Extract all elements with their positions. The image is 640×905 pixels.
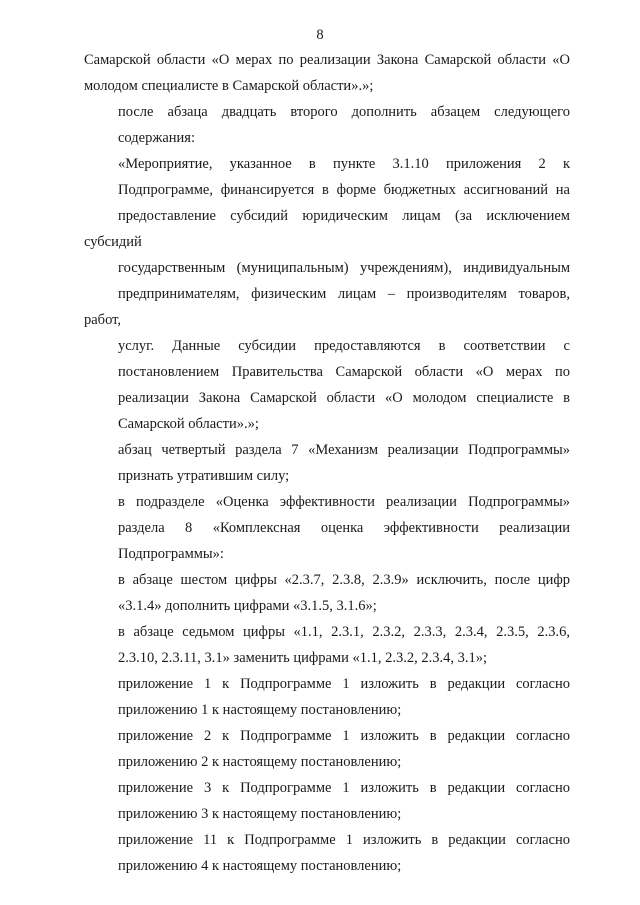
text-line: в подразделе «Оценка эффективности реализации Подпрограммы» bbox=[118, 494, 570, 510]
text-line: «3.1.4» дополнить цифрами «3.1.5, 3.1.6»; bbox=[118, 598, 377, 614]
text-line: абзац четвертый раздела 7 «Механизм реализации Подпрограммы» bbox=[118, 442, 570, 458]
text-line: услуг. Данные субсидии предоставляются в соответствии с bbox=[118, 338, 570, 354]
text-line: Самарской области «О мерах по реализации Закона Самарской области «О bbox=[84, 52, 570, 68]
page-number: 8 bbox=[316, 27, 324, 43]
paragraph bbox=[84, 619, 570, 671]
paragraph bbox=[84, 437, 570, 489]
paragraph bbox=[84, 671, 570, 723]
paragraph bbox=[84, 567, 570, 619]
text-line: государственным (муниципальным) учреждениям), индивидуальным bbox=[118, 260, 570, 276]
text-line: реализации Закона Самарской области «О молодом специалисте в bbox=[118, 390, 570, 406]
paragraph bbox=[84, 99, 570, 151]
text-line: предпринимателям, физическим лицам – производителям товаров, работ, bbox=[84, 286, 570, 328]
text-line: «Мероприятие, указанное в пункте 3.1.10 приложения 2 к bbox=[118, 156, 570, 172]
text-line: приложению 3 к настоящему постановлению; bbox=[118, 806, 402, 822]
text-line: приложению 4 к настоящему постановлению; bbox=[118, 858, 402, 874]
text-line: Подпрограммы»: bbox=[118, 546, 224, 562]
text-line: раздела 8 «Комплексная оценка эффективности реализации bbox=[118, 520, 570, 536]
text-line: предоставление субсидий юридическим лицам (за исключением субсидий bbox=[84, 208, 570, 250]
paragraph bbox=[84, 723, 570, 775]
text-line: 2.3.10, 2.3.11, 3.1» заменить цифрами «1.1, 2.3.2, 2.3.4, 3.1»; bbox=[118, 650, 488, 666]
text-line: постановлением Правительства Самарской области «О мерах по bbox=[118, 364, 570, 380]
document-body bbox=[84, 47, 570, 879]
text-line: приложение 11 к Подпрограмме 1 изложить в редакции согласно bbox=[118, 832, 570, 848]
text-line: признать утратившим силу; bbox=[118, 468, 290, 484]
text-line: приложению 2 к настоящему постановлению; bbox=[118, 754, 402, 770]
text-line: приложение 1 к Подпрограмме 1 изложить в редакции согласно bbox=[118, 676, 570, 692]
text-line: Подпрограмме, финансируется в форме бюджетных ассигнований на bbox=[118, 182, 570, 198]
paragraph bbox=[84, 151, 570, 437]
text-line: приложение 2 к Подпрограмме 1 изложить в редакции согласно bbox=[118, 728, 570, 744]
text-line: в абзаце седьмом цифры «1.1, 2.3.1, 2.3.2, 2.3.3, 2.3.4, 2.3.5, 2.3.6, bbox=[118, 624, 570, 640]
text-line: после абзаца двадцать второго дополнить абзацем следующего bbox=[118, 104, 570, 120]
paragraph bbox=[84, 489, 570, 567]
paragraph bbox=[84, 775, 570, 827]
text-line: в абзаце шестом цифры «2.3.7, 2.3.8, 2.3.9» исключить, после цифр bbox=[118, 572, 570, 588]
text-line: приложению 1 к настоящему постановлению; bbox=[118, 702, 402, 718]
paragraph bbox=[84, 827, 570, 879]
text-line: Самарской области».»; bbox=[118, 416, 259, 432]
text-line: приложение 3 к Подпрограмме 1 изложить в редакции согласно bbox=[118, 780, 570, 796]
text-line: молодом специалисте в Самарской области».»; bbox=[84, 78, 374, 94]
paragraph bbox=[84, 47, 570, 99]
text-line: содержания: bbox=[118, 130, 196, 146]
